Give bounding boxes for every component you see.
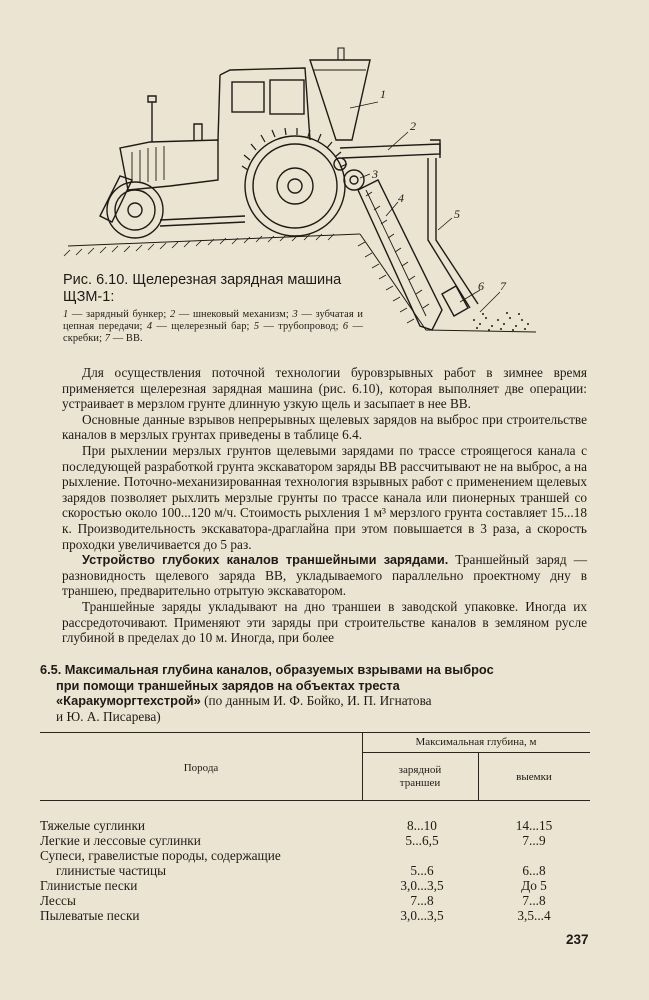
legend-num: 2 [169,309,176,320]
legend-text: — скребки; [63,320,364,344]
figure-label-6: 6 [478,279,484,293]
table-title [40,662,590,724]
figure-caption-title: Рис. 6.10. Щелерезная зарядная машина ЩЗМ-1: [63,272,342,305]
section-heading: Устройство глубоких каналов траншейными зарядами. [82,552,449,568]
header-charge-line2: траншеи [399,776,441,789]
legend-num: 4 [146,320,153,332]
legend-text: — зубчатая и цепная передачи; [63,309,363,332]
legend-num: 1 [63,309,69,320]
body-text [62,365,587,646]
paragraph: Траншейные заряды укладывают на дно траншеи в заводской упаковке. Иногда их рассредоточивают. Применяют эти заряды при строительстве каналов в земляном русле глубиной в пределах до 10 м. Иногда, при более [62,598,587,646]
table-title-line3-bold: «Каракуморгтехстрой» [56,693,201,709]
charge-depth: 5...6 [410,863,434,878]
explosive-fill [473,312,529,331]
legend-num: 7 [104,332,111,344]
figure-label-5: 5 [454,207,460,221]
figure-caption [63,272,363,344]
table-title-line2: при помощи траншейных зарядов на объектах треста [56,677,400,693]
rock-name: Пылеватые пески [40,908,140,923]
paragraph: При рыхлении мерзлых грунтов щелевыми зарядами по трассе строящегося канала с последующей разработкой грунта экскаватором заряды ВВ рассчитывают не на выброс, а на рыхление. Поточно-механизированная технология взрывных работ с применением щелевых зарядов позволяет рыхлить мерзлые грунты по трассе канала или пионерных траншей со скоростью около 100...120 м/ч. Стоимость рыхления 1 м³ мерзлого грунта составляет 15...18 к. Производительность экскаватора-драглайна при этом повышается в 3 раза, а скорость проходки увеличивается до 5 раз. [62,442,587,552]
depth-table [40,732,590,922]
paragraph: Основные данные взрывов непрерывных щелевых зарядов на выброс при строительстве каналов в мерзлых грунтах приведены в таблице 6.4. [62,411,587,443]
header-excavation: выемки [516,771,552,783]
excavation-depth: 14...15 [515,818,553,833]
rock-name: Лессы [40,893,76,908]
rock-name: Тяжелые суглинки [40,818,146,833]
charge-depth: 7...8 [410,893,434,908]
table-rule [40,800,590,801]
table-row [40,848,590,863]
legend-num: 6 [342,320,349,332]
excavation-depth: 7...9 [522,833,546,848]
header-rock: Порода [183,762,219,774]
table-number: 6.5. [40,662,62,677]
legend-text: — шнековый механизм; [175,309,293,320]
header-charge-trench [362,764,478,789]
table-row [40,833,590,848]
charge-depth: 3,0...3,5 [400,878,444,893]
excavation-depth: 3,5...4 [517,908,551,923]
table-title-line4: и Ю. А. Писарева) [56,708,161,724]
figure-label-2: 2 [410,119,416,133]
charge-depth: 5...6,5 [405,833,439,848]
rock-name: глинистые частицы [56,863,167,878]
excavation-depth: 6...8 [522,863,546,878]
table-row [40,908,590,923]
legend-text: — трубопровод; [259,320,343,332]
figure-label-4: 4 [398,191,404,205]
excavation-depth: До 5 [521,878,547,893]
table-rule [40,732,590,733]
legend-text: — щелерезный бар; [152,320,254,332]
paragraph [62,552,587,599]
table-row [40,878,590,893]
figure-legend [63,309,363,344]
table-row [40,893,590,908]
table-row [40,818,590,833]
header-max-depth: Максимальная глубина, м [415,736,537,748]
figure-label-3: 3 [372,167,378,181]
paragraph: Для осуществления поточной технологии буровзрывных работ в зимнее время применяется щелерезная зарядная машина (рис. 6.10), которая выполняет две операции: устраивает в мерзлом грунте длинную узкую щель и засыпает в нее ВВ. [62,365,587,412]
table-title-line1: Максимальная глубина каналов, образуемых взрывами на выброс [64,662,494,677]
legend-num: 3 [292,309,298,320]
legend-text: — зарядный бункер; [68,309,170,320]
excavation-depth: 7...8 [522,893,546,908]
legend-num: 5 [253,320,260,332]
rock-name: Глинистые пески [40,878,138,893]
legend-text: — ВВ. [110,332,143,344]
table-row [40,863,590,878]
table-title-line3-rest: (по данным И. Ф. Бойко, И. П. Игнатова [200,693,432,709]
header-charge-line1: зарядной [398,764,442,776]
rock-name: Легкие и лессовые суглинки [40,833,201,848]
figure-label-1: 1 [380,87,386,101]
rock-name: Супеси, гравелистые породы, содержащие [40,848,281,863]
paragraph-text: Траншейный заряд — разновидность щелевого заряда ВВ, укладываемого параллельно проектному дну в траншею, предварительно отрытую экскаватором. [62,552,587,599]
page-number: 237 [566,932,589,947]
figure-label-7: 7 [500,279,506,293]
table-rule [362,752,590,753]
charge-depth: 8...10 [407,818,437,833]
charge-depth: 3,0...3,5 [400,908,444,923]
